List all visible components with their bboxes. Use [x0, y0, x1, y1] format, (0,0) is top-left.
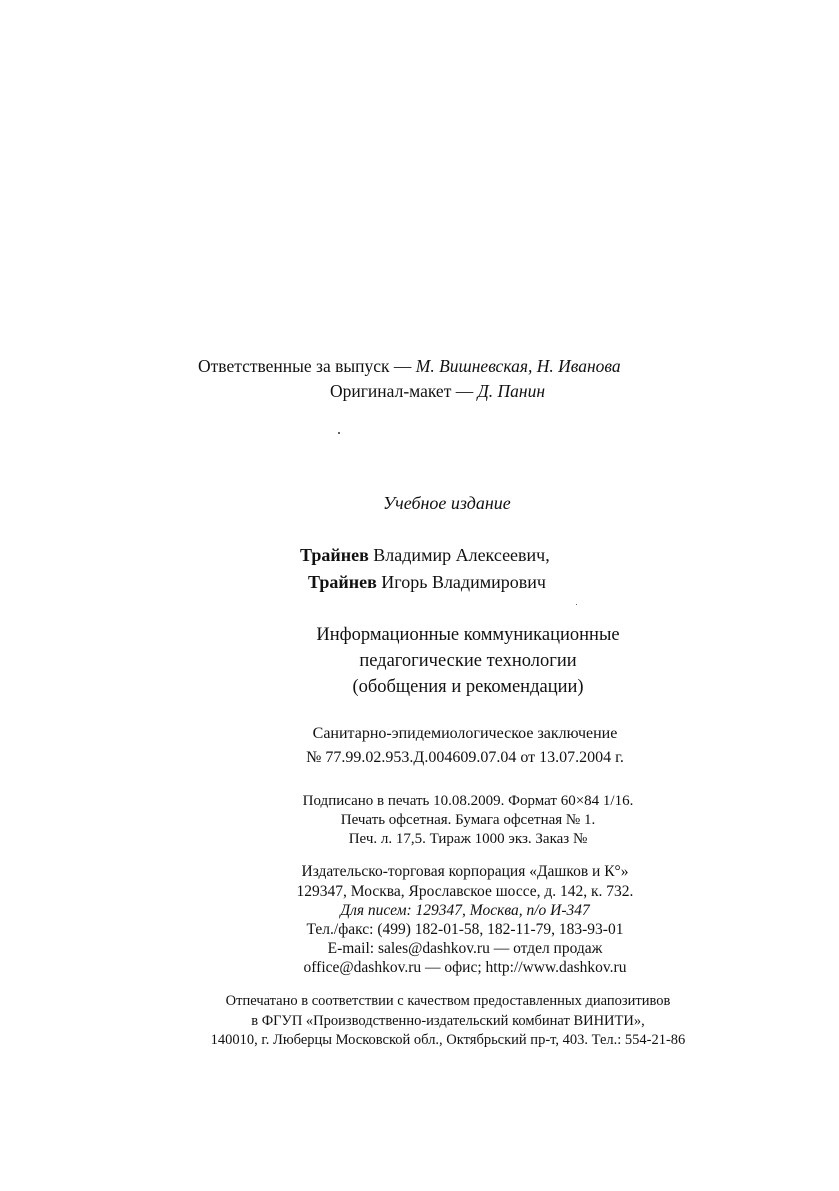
author-1 — [300, 544, 550, 566]
print-speck-2 — [576, 604, 577, 605]
publisher-line-4: Тел./факс: (499) 182-01-58, 182-11-79, 183-93-01 — [306, 921, 624, 938]
printer-line-2: в ФГУП «Производственно-издательский комбинат ВИНИТИ», — [251, 1013, 645, 1029]
credits-line-2 — [330, 380, 545, 402]
author-2-surname: Трайнев — [308, 572, 377, 592]
edition-type: Учебное издание — [383, 493, 511, 513]
credits-label-1: Ответственные за выпуск — — [198, 356, 416, 376]
publisher-email-line: E-mail: sales@dashkov.ru — отдел продаж — [327, 940, 603, 957]
author-1-surname: Трайнев — [300, 545, 369, 565]
credits-name-2: Д. Панин — [477, 381, 545, 401]
author-2 — [308, 571, 546, 593]
publisher-line-2: 129347, Москва, Ярославское шоссе, д. 142, к. 732. — [296, 883, 634, 900]
printer-line-1: Отпечатано в соответствии с качеством предоставленных диапозитивов — [225, 993, 671, 1009]
author-2-name: Игорь Владимирович — [376, 572, 546, 592]
credits-label-2: Оригинал-макет — — [330, 381, 478, 401]
sanitary-line-1: Санитарно-эпидемиологическое заключение — [312, 725, 618, 742]
print-info-line-2: Печать офсетная. Бумага офсетная № 1. — [340, 812, 596, 828]
book-title-line-2: педагогические технологии — [359, 651, 577, 671]
author-1-name: Владимир Алексеевич, — [368, 545, 550, 565]
credits-line-1 — [198, 355, 621, 377]
printer-line-3: 140010, г. Люберцы Московской обл., Октябрьский пр-т, 403. Тел.: 554-21-86 — [210, 1032, 686, 1048]
print-info-line-3: Печ. л. 17,5. Тираж 1000 экз. Заказ № — [348, 831, 588, 847]
publisher-mail-address: Для писем: 129347, Москва, п/о И-347 — [340, 902, 590, 919]
book-title-line-3: (обобщения и рекомендации) — [352, 677, 584, 697]
sanitary-line-2: № 77.99.02.953.Д.004609.07.04 от 13.07.2004 г. — [306, 749, 624, 766]
credits-names-1: М. Вишневская, Н. Иванова — [415, 356, 621, 376]
publisher-line-1: Издательско-торговая корпорация «Дашков и К°» — [301, 863, 629, 880]
print-info-line-1: Подписано в печать 10.08.2009. Формат 60×84 1/16. — [302, 793, 634, 809]
print-speck — [338, 432, 340, 434]
book-title-line-1: Информационные коммуникационные — [316, 625, 620, 645]
publisher-web-line: office@dashkov.ru — офис; http://www.dashkov.ru — [303, 959, 627, 976]
